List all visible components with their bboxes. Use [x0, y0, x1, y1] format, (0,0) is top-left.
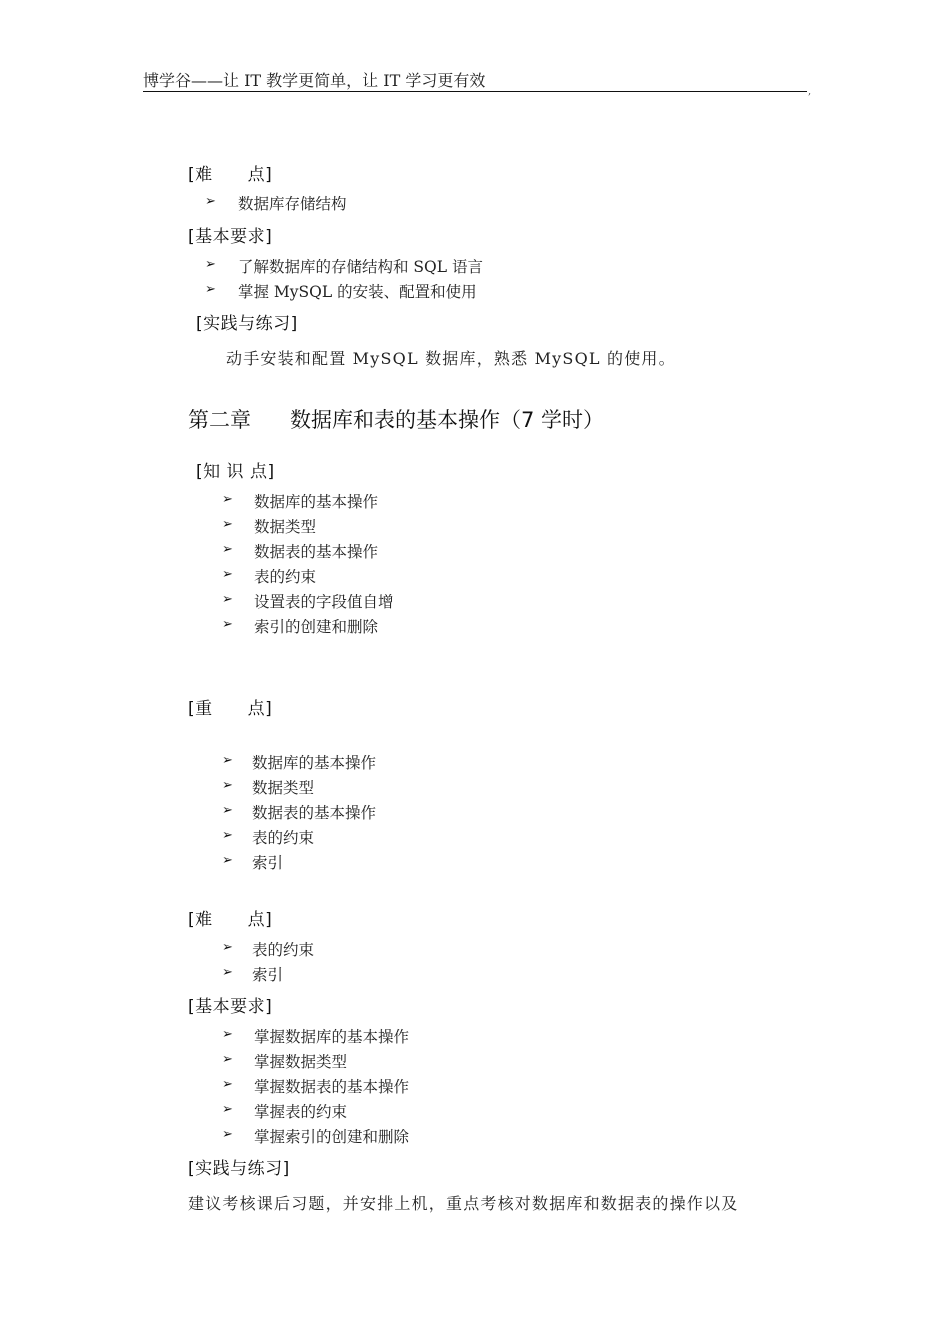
- list-item: 掌握索引的创建和删除: [254, 1128, 410, 1146]
- bullet-icon: ➢: [222, 753, 233, 768]
- bullet-icon: ➢: [222, 965, 233, 980]
- practice-paragraph: 动手安装和配置 MySQL 数据库，熟悉 MySQL 的使用。: [226, 349, 676, 368]
- list-item: 数据库存储结构: [238, 195, 347, 213]
- bullet-icon: ➢: [222, 853, 233, 868]
- list-item: 掌握数据类型: [254, 1053, 348, 1071]
- list-item: 索引: [252, 966, 284, 984]
- list-item: 数据库的基本操作: [252, 754, 377, 772]
- practice-heading: [实践与练习]: [196, 314, 298, 334]
- bullet-icon: ➢: [222, 617, 233, 632]
- bullet-icon: ➢: [222, 1052, 233, 1067]
- chapter-title: 数据库和表的基本操作（7 学时）: [290, 408, 605, 432]
- header-mark: ,: [808, 86, 812, 97]
- requirements-heading: [基本要求]: [188, 997, 273, 1017]
- list-item: 索引的创建和删除: [254, 618, 379, 636]
- bullet-icon: ➢: [222, 940, 233, 955]
- bullet-icon: ➢: [205, 282, 216, 297]
- bullet-icon: ➢: [222, 1027, 233, 1042]
- list-item: 数据类型: [254, 518, 317, 536]
- bullet-icon: ➢: [222, 492, 233, 507]
- list-item: 掌握数据表的基本操作: [254, 1078, 410, 1096]
- practice-paragraph: 建议考核课后习题，并安排上机，重点考核对数据库和数据表的操作以及: [188, 1194, 739, 1213]
- list-item: 表的约束: [252, 829, 315, 847]
- list-item: 数据类型: [252, 779, 315, 797]
- list-item: 掌握表的约束: [254, 1103, 348, 1121]
- key-points-heading: [重 点]: [188, 699, 273, 719]
- bullet-icon: ➢: [222, 1102, 233, 1117]
- list-item: 了解数据库的存储结构和 SQL 语言: [238, 258, 483, 276]
- list-item: 数据表的基本操作: [252, 804, 377, 822]
- list-item: 设置表的字段值自增: [254, 593, 394, 611]
- bullet-icon: ➢: [222, 1077, 233, 1092]
- list-item: 表的约束: [252, 941, 315, 959]
- list-item: 掌握数据库的基本操作: [254, 1028, 410, 1046]
- list-item: 数据表的基本操作: [254, 543, 379, 561]
- bullet-icon: ➢: [222, 803, 233, 818]
- practice-heading: [实践与练习]: [188, 1159, 290, 1179]
- list-item: 表的约束: [254, 568, 317, 586]
- requirements-heading: [基本要求]: [188, 227, 273, 247]
- bullet-icon: ➢: [222, 517, 233, 532]
- bullet-icon: ➢: [205, 257, 216, 272]
- header-rule: [143, 91, 807, 92]
- difficulty-heading: [难 点]: [188, 165, 273, 185]
- difficulty-heading: [难 点]: [188, 910, 273, 930]
- page-header: 博学谷——让 IT 教学更简单，让 IT 学习更有效: [143, 71, 486, 90]
- bullet-icon: ➢: [222, 567, 233, 582]
- bullet-icon: ➢: [222, 1127, 233, 1142]
- bullet-icon: ➢: [222, 542, 233, 557]
- bullet-icon: ➢: [222, 592, 233, 607]
- chapter-number: 第二章: [188, 408, 251, 432]
- bullet-icon: ➢: [222, 778, 233, 793]
- bullet-icon: ➢: [205, 194, 216, 209]
- bullet-icon: ➢: [222, 828, 233, 843]
- knowledge-heading: [知 识 点]: [196, 462, 275, 482]
- list-item: 索引: [252, 854, 284, 872]
- list-item: 掌握 MySQL 的安装、配置和使用: [238, 283, 477, 301]
- list-item: 数据库的基本操作: [254, 493, 379, 511]
